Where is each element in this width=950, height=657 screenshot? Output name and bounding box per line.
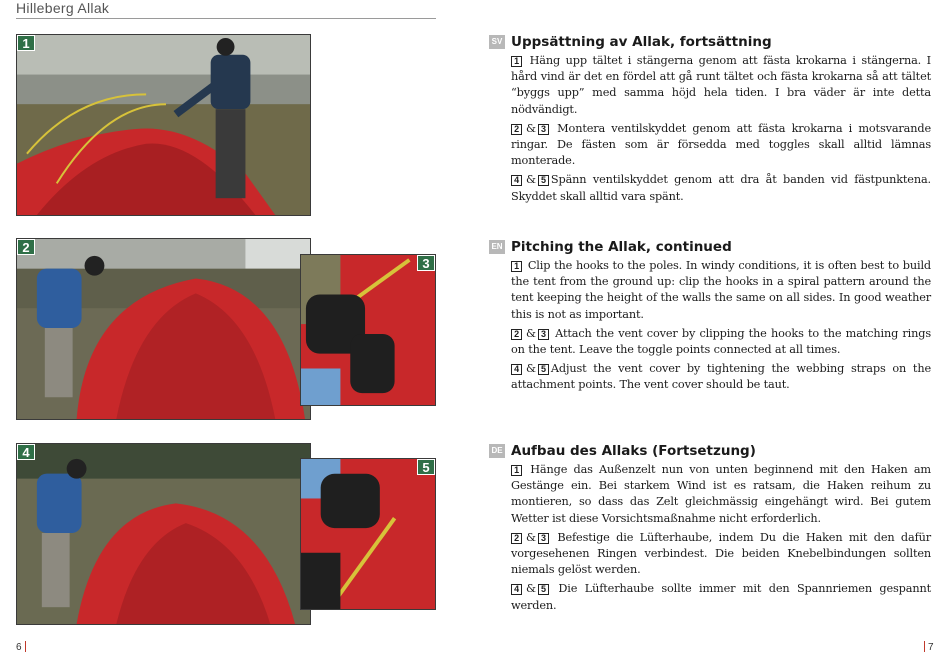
paragraph-text: Montera ventilskyddet genom att fästa krokarna i motsvarande ringar. De fästen som är försedda med toggles skall alltid lämnas monterade. bbox=[511, 121, 931, 168]
paragraph-sv-3 bbox=[511, 172, 931, 204]
paragraph-text: Adjust the vent cover by tightening the webbing straps on the attachment points. The vent cover should be taut. bbox=[511, 362, 931, 392]
ampersand: & bbox=[526, 362, 536, 376]
section-sv bbox=[489, 33, 931, 205]
paragraph-de-2 bbox=[511, 530, 931, 579]
photo-number-2: 2 bbox=[17, 239, 35, 255]
paragraph-en-3 bbox=[511, 361, 931, 393]
lang-badge-sv: SV bbox=[489, 35, 505, 49]
paragraph-text: Hänge das Außenzelt nun von unten beginnend mit den Haken am Gestänge ein. Bei starkem Wind ist es ratsam, die Haken reihum zu montieren, so dass das Zelt gleichmässig eingehängt wird. Bei gutem Wetter ist diese Vorsichtsmaßnahme nicht erforderlich. bbox=[511, 463, 931, 525]
paragraph-text: Spänn ventilskyddet genom att dra åt banden vid fästpunktena. Skyddet skall alltid vara spänt. bbox=[511, 173, 931, 203]
section-title-de: Aufbau des Allaks (Fortsetzung) bbox=[511, 443, 756, 459]
step-number: 3 bbox=[538, 124, 549, 135]
section-title-sv: Uppsättning av Allak, fortsättning bbox=[511, 34, 772, 50]
page-number-left: 6 bbox=[16, 641, 29, 653]
header-rule bbox=[16, 18, 436, 19]
photo-number-1: 1 bbox=[17, 35, 35, 51]
ampersand: & bbox=[526, 326, 536, 340]
step-number: 2 bbox=[511, 533, 522, 544]
step-number: 4 bbox=[511, 364, 522, 375]
paragraph-text: Die Lüfterhaube sollte immer mit den Spannriemen gespannt werden. bbox=[511, 582, 931, 612]
ampersand: & bbox=[526, 530, 536, 544]
photo-5 bbox=[300, 458, 436, 610]
lang-badge-en: EN bbox=[489, 240, 505, 254]
ampersand: & bbox=[526, 121, 536, 135]
step-number: 5 bbox=[538, 584, 549, 595]
step-number: 4 bbox=[511, 175, 522, 186]
step-number: 4 bbox=[511, 584, 522, 595]
paragraph-sv-2 bbox=[511, 121, 931, 170]
step-number: 2 bbox=[511, 124, 522, 135]
paragraph-en-1 bbox=[511, 258, 931, 323]
page-marker bbox=[924, 641, 925, 652]
step-number: 3 bbox=[538, 533, 549, 544]
step-number: 1 bbox=[511, 56, 522, 67]
photo-4 bbox=[16, 443, 311, 625]
photo-3 bbox=[300, 254, 436, 406]
step-number: 1 bbox=[511, 465, 522, 476]
step-number: 5 bbox=[538, 175, 549, 186]
step-number: 2 bbox=[511, 329, 522, 340]
page-number-right: 7 bbox=[921, 641, 934, 653]
paragraph-de-3 bbox=[511, 581, 931, 613]
paragraph-text: Befestige die Lüfterhaube, indem Du die Haken mit den dafür vorgesehenen Ringen verbindest. Die beiden Knebelbindungen sollten niemals gelöst werden. bbox=[511, 530, 931, 577]
paragraph-text: Attach the vent cover by clipping the hooks to the matching rings on the tent. Leave the toggle points connected at all times. bbox=[511, 326, 931, 357]
paragraph-sv-1 bbox=[511, 53, 931, 118]
photo-number-5: 5 bbox=[417, 459, 435, 475]
ampersand: & bbox=[526, 582, 536, 596]
brand-title: Hilleberg Allak bbox=[16, 0, 110, 16]
step-number: 3 bbox=[538, 329, 549, 340]
paragraph-text: Clip the hooks to the poles. In windy conditions, it is often best to build the tent from the ground up: clip the hooks in a spiral pattern around the tent keeping the height of the walls the same on all sides. In good weather this is not as important. bbox=[511, 259, 931, 321]
photo-number-3: 3 bbox=[417, 255, 435, 271]
section-en bbox=[489, 238, 931, 394]
section-de bbox=[489, 442, 931, 614]
paragraph-en-2 bbox=[511, 326, 931, 358]
paragraph-text: Häng upp tältet i stängerna genom att fästa krokarna i stängerna. I hård vind är det en fördel att gå runt tältet och fästa krokarna så att tältet “byggs upp” med samma höjd hela tiden. I bra väder är inte detta nödvändigt. bbox=[511, 54, 931, 116]
section-title-en: Pitching the Allak, continued bbox=[511, 239, 732, 255]
step-number: 1 bbox=[511, 261, 522, 272]
photo-1 bbox=[16, 34, 311, 216]
page-marker bbox=[25, 641, 26, 652]
lang-badge-de: DE bbox=[489, 444, 505, 458]
photo-number-4: 4 bbox=[17, 444, 35, 460]
step-number: 5 bbox=[538, 364, 549, 375]
ampersand: & bbox=[526, 173, 536, 187]
photo-2 bbox=[16, 238, 311, 420]
paragraph-de-1 bbox=[511, 462, 931, 527]
